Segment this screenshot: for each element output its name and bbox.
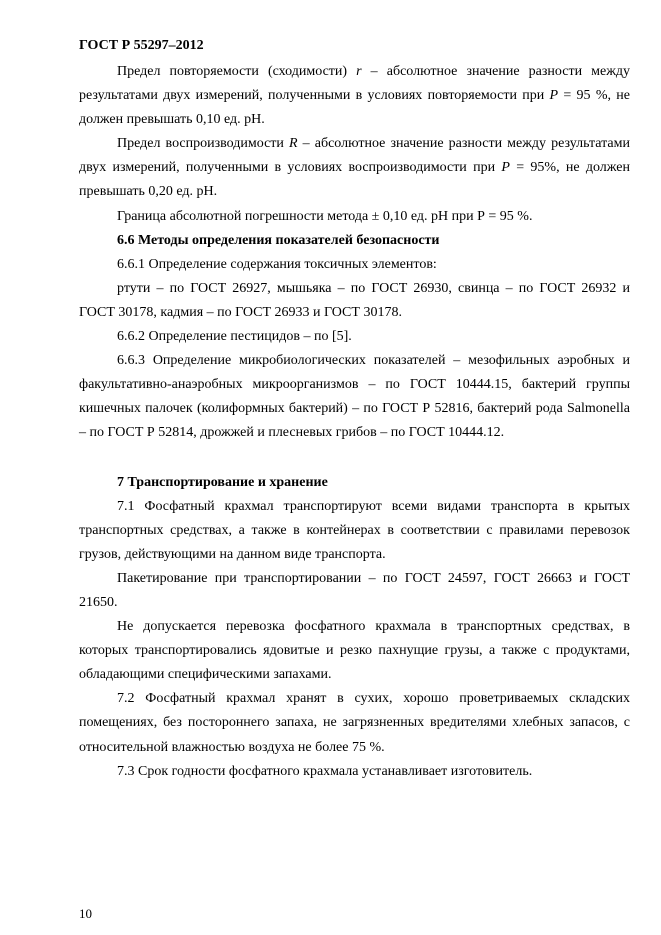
paragraph-packaging: Пакетирование при транспортировании – по ГОСТ 24597, ГОСТ 26663 и ГОСТ 21650. [79,570,630,610]
section-heading-7: 7 Транспортирование и хранение [117,474,328,490]
text-run: = 95%, не должен превышать 0,20 ед. pH. [79,160,630,200]
paragraph-repeatability [79,60,630,132]
paragraph-7-3: 7.3 Срок годности фосфатного крахмала устанавливает изготовитель. [117,763,533,779]
paragraph-error-bound: Граница абсолютной погрешности метода ± 0,10 ед. pH при Р = 95 %. [117,208,533,224]
variable-p: P [501,160,510,176]
variable-R: R [289,136,298,152]
text-run: Предел воспроизводимости [117,136,289,152]
paragraph-7-1: 7.1 Фосфатный крахмал транспортируют всеми видами транспорта в крытых транспортных средствах, а также в контейнерах в соответствии с правилами перевозок грузов, действующими на данном виде транспорта. [79,498,630,562]
paragraph-transport-restriction: Не допускается перевозка фосфатного крахмала в транспортных средствах, в которых транспортировались ядовитые и резко пахнущие грузы, а также с продуктами, обладающими специфическими запахами. [79,619,630,683]
text-run: – абсолютное значение разности между результатами двух измерений, полученными в условиях воспроизводимости при [79,136,630,176]
document-body [79,60,630,784]
text-run: = 95 %, не должен превышать 0,10 ед. pH. [79,88,631,128]
paragraph-toxic-elements: ртути – по ГОСТ 26927, мышьяка – по ГОСТ 26930, свинца – по ГОСТ 26932 и ГОСТ 30178, кадмия – по ГОСТ 26933 и ГОСТ 30178. [79,280,630,320]
paragraph-6-6-2: 6.6.2 Определение пестицидов – по [5]. [117,329,352,345]
page-number: 10 [79,906,92,921]
paragraph-7-2: 7.2 Фосфатный крахмал хранят в сухих, хорошо проветриваемых складских помещениях, без постороннего запаха, не загрязненных вредителями хлебных запасов, с относительной влажностью воздуха не более 75 %. [79,691,630,755]
document-code: ГОСТ Р 55297–2012 [79,38,204,53]
variable-p: P [549,88,559,104]
text-run: Предел повторяемости (сходимости) [117,64,357,79]
paragraph-reproducibility [79,132,630,204]
text-run: – абсолютное значение разности между результатами двух измерений, полученными в условиях повторяемости при [79,64,631,104]
paragraph-6-6-1: 6.6.1 Определение содержания токсичных элементов: [117,256,437,272]
paragraph-6-6-3: 6.6.3 Определение микробиологических показателей – мезофильных аэробных и факультативно-анаэробных микроорганизмов – по ГОСТ 10444.15, бактерий группы кишечных палочек (колиформных бактерий) – по ГОСТ Р 52816, бактерий рода Salmonella – по ГОСТ Р 52814, дрожжей и плесневых грибов – по ГОСТ 10444.12. [79,353,630,441]
section-heading-6-6: 6.6 Методы определения показателей безопасности [117,232,440,248]
variable-r: r [356,64,362,79]
